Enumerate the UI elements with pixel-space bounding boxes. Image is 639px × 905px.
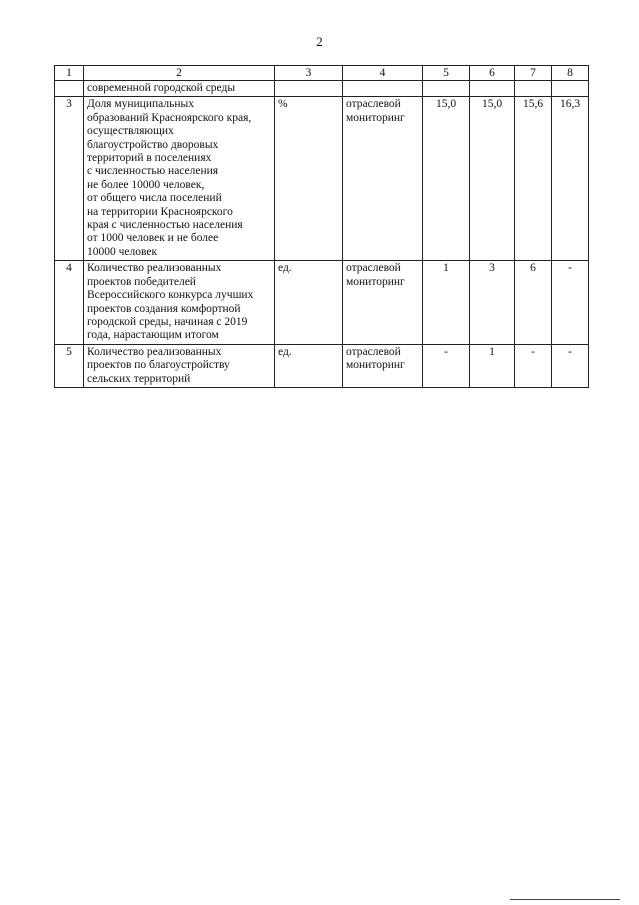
table-header-row bbox=[55, 66, 589, 81]
source-cell bbox=[343, 81, 423, 97]
source-cell: отраслевой мониторинг bbox=[343, 344, 423, 387]
row-number-cell: 5 bbox=[55, 344, 84, 387]
value-cell: 3 bbox=[470, 261, 515, 344]
value-cell: - bbox=[552, 261, 589, 344]
value-cell: - bbox=[423, 344, 470, 387]
indicators-table bbox=[54, 65, 589, 388]
unit-cell: ед. bbox=[275, 261, 343, 344]
unit-cell bbox=[275, 81, 343, 97]
value-cell: - bbox=[552, 344, 589, 387]
row-number-cell: 4 bbox=[55, 261, 84, 344]
indicator-name-cell: Доля муниципальных образований Красноярского края, осуществляющих благоустройство дворовых территорий в поселениях с численностью населения не более 10000 человек, от общего числа поселений на территории Красноярского края с численностью населения от 1000 человек и не более 10000 человек bbox=[84, 97, 275, 261]
source-cell: отраслевой мониторинг bbox=[343, 97, 423, 261]
value-cell: 16,3 bbox=[552, 97, 589, 261]
source-cell: отраслевой мониторинг bbox=[343, 261, 423, 344]
column-header: 4 bbox=[343, 66, 423, 81]
row-number-cell bbox=[55, 81, 84, 97]
value-cell: 15,0 bbox=[470, 97, 515, 261]
value-cell: 15,6 bbox=[515, 97, 552, 261]
indicator-name-cell: Количество реализованных проектов победителей Всероссийского конкурса лучших проектов создания комфортной городской среды, начиная с 2019 года, нарастающим итогом bbox=[84, 261, 275, 344]
column-header: 2 bbox=[84, 66, 275, 81]
row-number-cell: 3 bbox=[55, 97, 84, 261]
value-cell: 1 bbox=[470, 344, 515, 387]
column-header: 1 bbox=[55, 66, 84, 81]
value-cell: 15,0 bbox=[423, 97, 470, 261]
indicator-name-cell: Количество реализованных проектов по благоустройству сельских территорий bbox=[84, 344, 275, 387]
value-cell: 6 bbox=[515, 261, 552, 344]
indicator-name-cell: современной городской среды bbox=[84, 81, 275, 97]
value-cell bbox=[470, 81, 515, 97]
value-cell: - bbox=[515, 344, 552, 387]
page-number: 2 bbox=[316, 34, 323, 49]
table-row bbox=[55, 261, 589, 344]
column-header: 8 bbox=[552, 66, 589, 81]
value-cell bbox=[515, 81, 552, 97]
column-header: 7 bbox=[515, 66, 552, 81]
footer-rule bbox=[510, 899, 620, 900]
table-row-continuation bbox=[55, 81, 589, 97]
table-row bbox=[55, 344, 589, 387]
column-header: 3 bbox=[275, 66, 343, 81]
table-row bbox=[55, 97, 589, 261]
column-header: 6 bbox=[470, 66, 515, 81]
unit-cell: % bbox=[275, 97, 343, 261]
unit-cell: ед. bbox=[275, 344, 343, 387]
value-cell bbox=[552, 81, 589, 97]
value-cell: 1 bbox=[423, 261, 470, 344]
column-header: 5 bbox=[423, 66, 470, 81]
value-cell bbox=[423, 81, 470, 97]
